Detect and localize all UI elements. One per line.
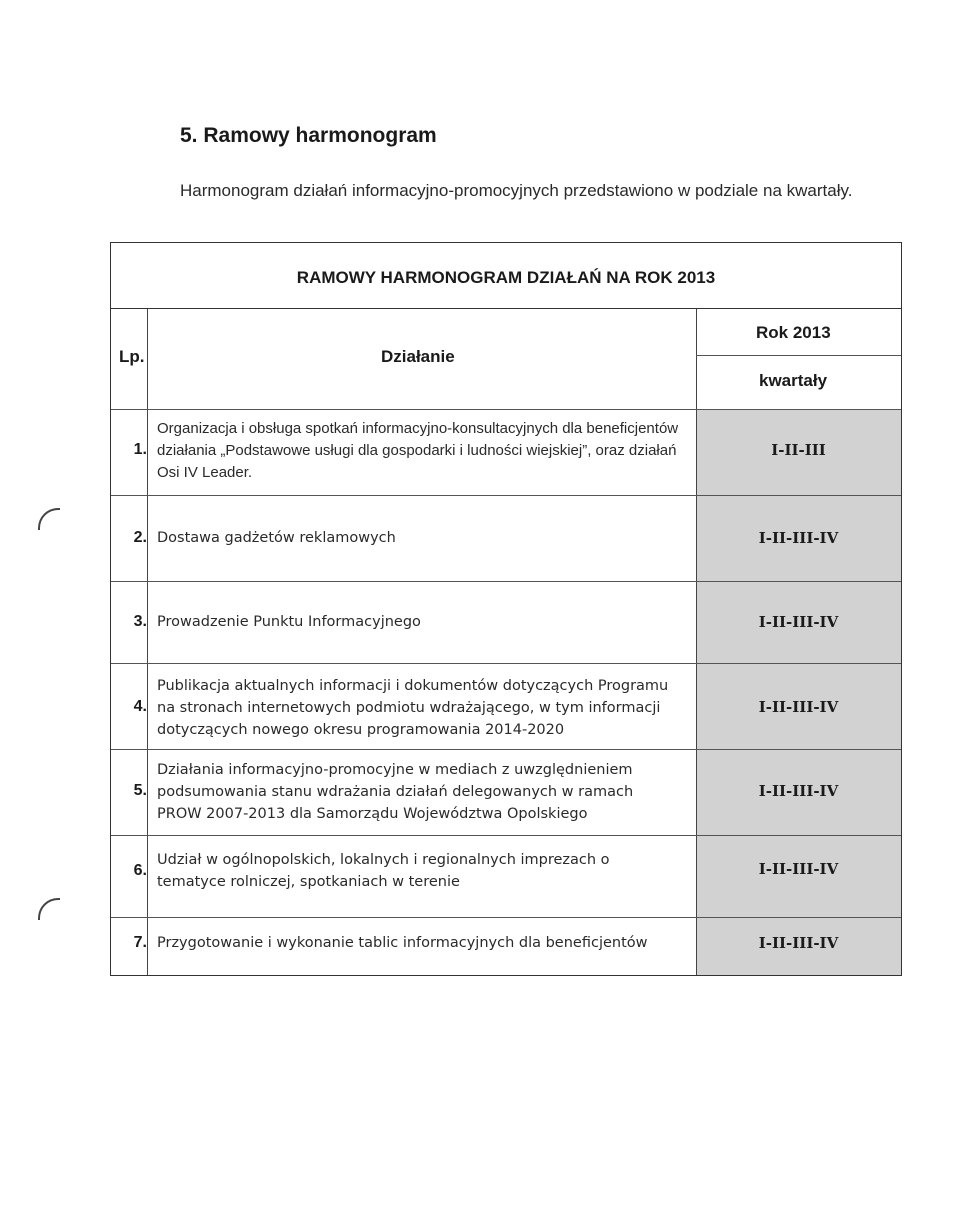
- section-heading: 5. Ramowy harmonogram: [180, 124, 437, 147]
- row-quarters: I-II-III-IV: [758, 860, 839, 878]
- row-number: 7.: [133, 934, 147, 951]
- row-divider: [111, 495, 901, 496]
- header-divider: [696, 355, 901, 356]
- row-action: Publikacja aktualnych informacji i dokumentów dotyczących Programu na stronach internetowych podmiotu wdrażającego, w tym informacji dotyczących nowego okresu programowania 2014-2020: [157, 678, 669, 738]
- header-quarters: kwartały: [759, 371, 828, 390]
- row-divider: [111, 409, 901, 410]
- row-number: 3.: [133, 613, 147, 630]
- row-quarters: I-II-III: [771, 441, 826, 459]
- binder-hole-mark: [38, 898, 60, 920]
- binder-hole-mark: [38, 508, 60, 530]
- row-divider: [111, 581, 901, 582]
- schedule-table: [110, 242, 902, 976]
- header-year: Rok 2013: [756, 323, 831, 342]
- row-quarters: I-II-III-IV: [758, 613, 839, 631]
- row-divider: [111, 663, 901, 664]
- row-number: 1.: [133, 441, 147, 458]
- row-number: 4.: [133, 698, 147, 715]
- row-action: Organizacja i obsługa spotkań informacyjno-konsultacyjnych dla beneficjentów działania „Podstawowe usługi dla gospodarki i ludności wiejskiej”, oraz działań Osi IV Leader.: [157, 420, 679, 481]
- row-action: Przygotowanie i wykonanie tablic informacyjnych dla beneficjentów: [157, 935, 648, 951]
- row-divider: [111, 749, 901, 750]
- row-divider: [111, 917, 901, 918]
- quarters-column-shading: [696, 409, 901, 975]
- header-lp: Lp.: [119, 347, 145, 366]
- row-action: Dostawa gadżetów reklamowych: [157, 530, 396, 546]
- row-action: Prowadzenie Punktu Informacyjnego: [157, 614, 421, 630]
- row-action: Działania informacyjno-promocyjne w mediach z uwzględnieniem podsumowania stanu wdrażania działań delegowanych w ramach PROW 2007-2013 dla Samorządu Województwa Opolskiego: [157, 762, 634, 822]
- intro-paragraph: Harmonogram działań informacyjno-promocyjnych przedstawiono w podziale na kwartały.: [180, 181, 853, 200]
- row-quarters: I-II-III-IV: [758, 934, 839, 952]
- row-quarters: I-II-III-IV: [758, 529, 839, 547]
- header-action: Działanie: [381, 347, 455, 366]
- row-number: 6.: [133, 862, 147, 879]
- row-divider: [111, 835, 901, 836]
- table-title: RAMOWY HARMONOGRAM DZIAŁAŃ NA ROK 2013: [111, 243, 901, 309]
- row-quarters: I-II-III-IV: [758, 698, 839, 716]
- row-number: 5.: [133, 782, 147, 799]
- row-action: Udział w ogólnopolskich, lokalnych i regionalnych imprezach o tematyce rolniczej, spotkaniach w terenie: [157, 852, 610, 890]
- row-quarters: I-II-III-IV: [758, 782, 839, 800]
- row-number: 2.: [133, 529, 147, 546]
